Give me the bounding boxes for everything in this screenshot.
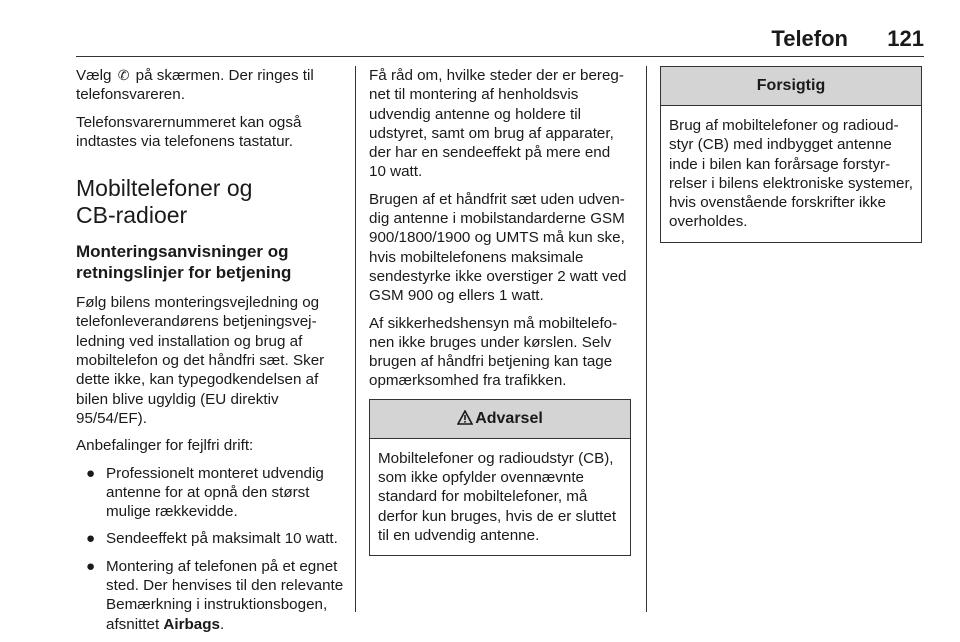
recommendations-list [76,464,346,634]
bullet-icon: ● [86,464,96,482]
column-divider-2 [646,66,647,612]
caution-text: Brug af mobiltelefoner og radioudstyr (CB) med indbygget antenne inde i bilen kan forårsage forstyrrelser i bilens elektroniske systemer, hvis ovenstående forskrifter ikke overholdes. [669,117,913,231]
warning-box [369,399,631,556]
page-number: 121 [887,26,924,51]
list-item: ● Montering af telefonen på et egnet sted. Der henvises til den relevante Bemærkning i instruktionsbogen, afsnittet Airbags. [86,557,344,633]
warning-triangle-icon [457,410,473,425]
header-divider [76,56,924,57]
paragraph-installation: Følg bilens monteringsvejledning og telefonleverandørens betjeningsvejledning ved installation og brug af mobiltelefon og det håndfri sæt. Sker dette ikke, kan typegodkendelsen af bilen blive ugyldig (EU direktiv 95/54/EF). [76,294,325,427]
warning-header [370,400,630,439]
paragraph-handsfree: Brugen af et håndfrit sæt uden udvendig antenne i mobilstandarderne GSM 900/1800/1900 og UMTS må kun ske, hvis mobiltelefonens maksimale sendestyrke ikke overstiger 2 watt ved GSM 900 og ellers 1 watt. [369,190,627,305]
paragraph-voicemail-number: Telefonsvarernummeret kan også indtastes via telefonens tastatur. [76,113,302,150]
warning-text: Mobiltelefoner og radioudstyr (CB), som ikke opfylder ovennævnte standard for mobiltelefoner, må derfor kun bruges, hvis de er sluttet til en udvendig antenne. [378,449,617,544]
airbags-reference: Airbags [163,615,220,633]
heading-mobile-phones: Mobiltelefoner og CB-radioer [76,175,253,229]
subheading-installation: Monteringsanvisninger og retningslinjer for betjening [76,242,292,283]
column-right [660,66,922,243]
caution-title: Forsigtig [661,67,921,106]
section-title: Telefon [771,26,848,51]
warning-title: Advarsel [475,409,543,427]
column-divider-1 [355,66,356,612]
caution-box [660,66,922,243]
paragraph-recommendations: Anbefalinger for fejlfri drift: [76,437,254,455]
paragraph-advice: Få råd om, hvilke steder der er beregnet til montering af henholdsvis udvendig antenne og holdere til udstyret, samt om brug af apparater, der har en sendeeffekt på mere end 10 watt. [369,67,624,181]
paragraph-safety: Af sikkerhedshensyn må mobiltelefonen ikke bruges under kørslen. Selv brugen af håndfri betjening kan tage opmærksomhed fra trafikken. [369,314,618,390]
page-header [76,22,924,54]
list-item: ● Sendeeffekt på maksimalt 10 watt. [86,530,338,548]
bullet-icon: ● [86,530,96,548]
column-left [76,66,346,642]
list-item: ● Professionelt monteret udvendig antenne for at opnå den størst mulige rækkevidde. [86,464,324,521]
bullet-icon: ● [86,557,96,575]
column-middle [369,66,631,556]
paragraph-voicemail: Vælg ✆ på skærmen. Der ringes til telefonsvareren. [76,67,314,104]
phone-handset-icon: ✆ [117,67,130,83]
